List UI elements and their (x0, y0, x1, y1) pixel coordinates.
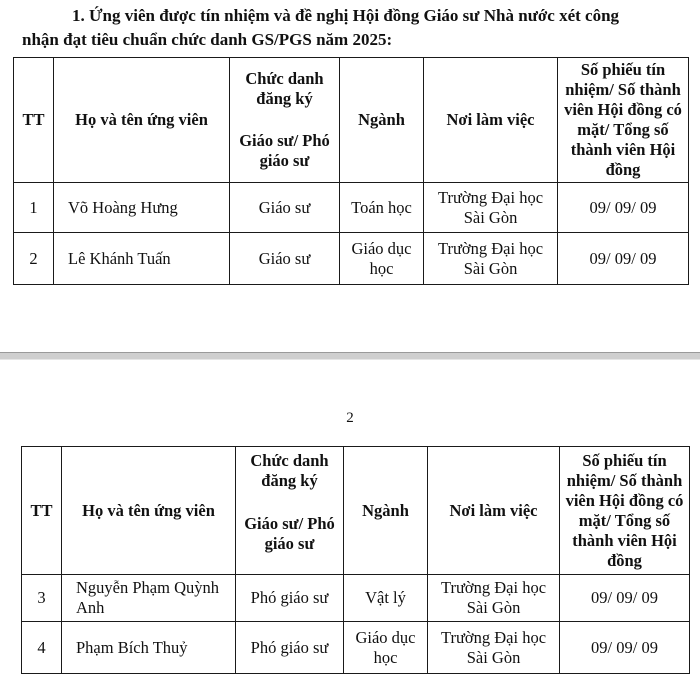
cell-votes: 09/ 09/ 09 (558, 233, 689, 285)
cell-tt: 4 (22, 622, 62, 674)
header-name: Họ và tên ứng viên (54, 58, 230, 183)
header-title-options: Giáo sư/ Phó giáo sư (236, 495, 344, 575)
cell-title: Giáo sư (230, 233, 340, 285)
cell-title: Giáo sư (230, 183, 340, 233)
header-name: Họ và tên ứng viên (62, 447, 236, 575)
header-title-options: Giáo sư/ Phó giáo sư (230, 120, 340, 183)
cell-tt: 1 (14, 183, 54, 233)
header-tt: TT (14, 58, 54, 183)
heading-line-1: 1. Ứng viên được tín nhiệm và đề nghị Hội đồng Giáo sư Nhà nước xét công (72, 6, 620, 25)
cell-title: Phó giáo sư (236, 622, 344, 674)
table-row (14, 183, 689, 233)
cell-name: Phạm Bích Thuỷ (62, 622, 236, 674)
cell-tt: 2 (14, 233, 54, 285)
table-row (14, 233, 689, 285)
header-workplace: Nơi làm việc (424, 58, 558, 183)
page-separator (0, 352, 700, 360)
cell-votes: 09/ 09/ 09 (558, 183, 689, 233)
cell-field: Giáo dục học (344, 622, 428, 674)
header-votes: Số phiếu tín nhiệm/ Số thành viên Hội đồng có mặt/ Tổng số thành viên Hội đồng (558, 58, 689, 183)
cell-name: Nguyễn Phạm Quỳnh Anh (62, 575, 236, 622)
page-number: 2 (346, 410, 354, 426)
cell-workplace: Trường Đại học Sài Gòn (424, 233, 558, 285)
cell-workplace: Trường Đại học Sài Gòn (428, 622, 560, 674)
header-field: Ngành (344, 447, 428, 575)
header-workplace: Nơi làm việc (428, 447, 560, 575)
header-votes: Số phiếu tín nhiệm/ Số thành viên Hội đồng có mặt/ Tổng số thành viên Hội đồng (560, 447, 690, 575)
cell-name: Võ Hoàng Hưng (54, 183, 230, 233)
cell-title: Phó giáo sư (236, 575, 344, 622)
cell-workplace: Trường Đại học Sài Gòn (424, 183, 558, 233)
cell-field: Toán học (340, 183, 424, 233)
cell-name: Lê Khánh Tuấn (54, 233, 230, 285)
header-tt: TT (22, 447, 62, 575)
heading-line-2: nhận đạt tiêu chuẩn chức danh GS/PGS năm 2025: (22, 30, 393, 49)
table-row (22, 622, 690, 674)
cell-votes: 09/ 09/ 09 (560, 575, 690, 622)
cell-tt: 3 (22, 575, 62, 622)
section-heading (22, 4, 692, 52)
cell-workplace: Trường Đại học Sài Gòn (428, 575, 560, 622)
header-title: Chức danh đăng ký (230, 58, 340, 120)
table-row (22, 575, 690, 622)
cell-field: Giáo dục học (340, 233, 424, 285)
candidates-table-2 (21, 446, 690, 674)
cell-field: Vật lý (344, 575, 428, 622)
cell-votes: 09/ 09/ 09 (560, 622, 690, 674)
header-field: Ngành (340, 58, 424, 183)
candidates-table-1 (13, 57, 689, 285)
header-title: Chức danh đăng ký (236, 447, 344, 495)
